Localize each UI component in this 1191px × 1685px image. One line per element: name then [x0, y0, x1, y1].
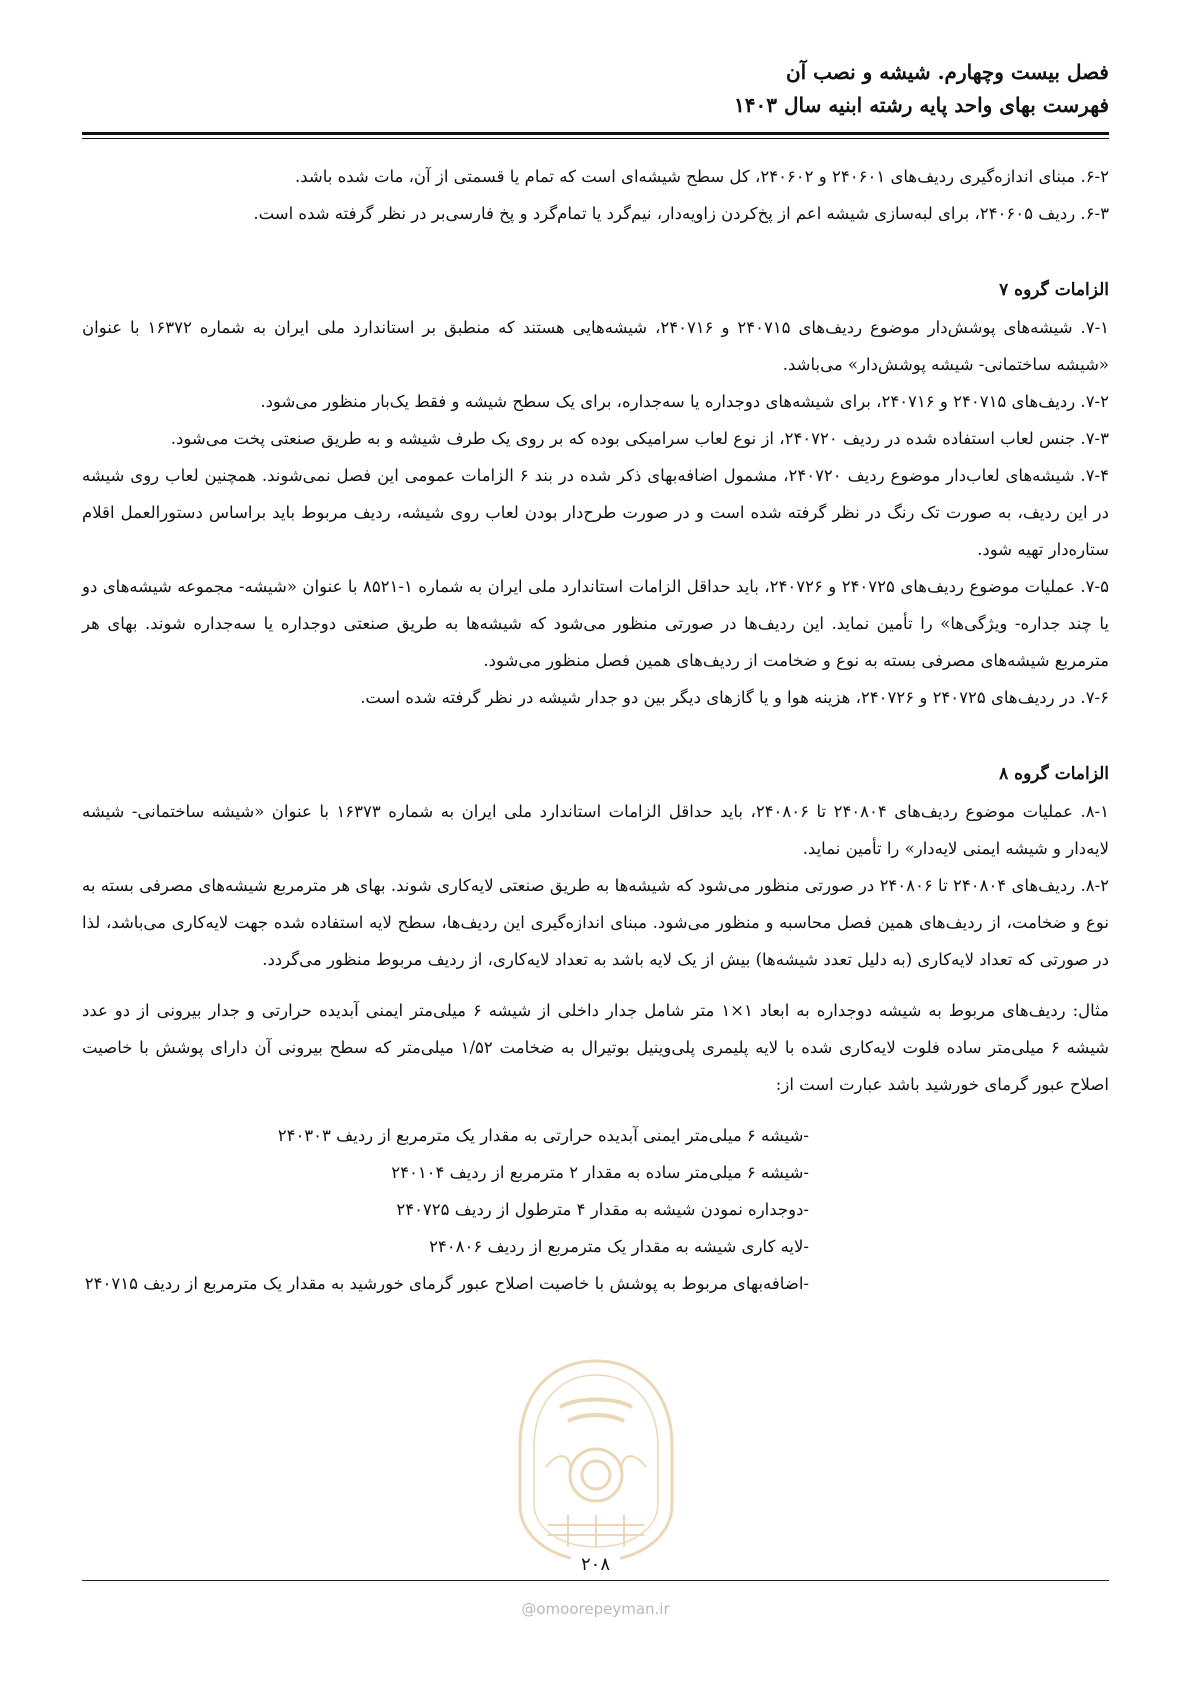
header-rule-thin — [82, 138, 1109, 139]
chapter-title: فصل بیست وچهارم. شیشه و نصب آن — [785, 60, 1109, 84]
clause-8-2: ۸-۲. ردیف‌های ۲۴۰۸۰۴ تا ۲۴۰۸۰۶ در صورتی منظور می‌شود که شیشه‌ها به طریق صنعتی لایه‌کاری شوند. بهای هر مترمربع شیشه‌های مصرفی بسته به نوع و ضخامت، از ردیف‌های همین فصل محاسبه و منظور می‌شود. مبنای اندازه‌گیری این ردیف‌ها، سطح لایه استفاده شده جهت لایه‌کاری می‌باشد، لذا در صورتی که تعداد لایه‌کاری (به دلیل تعدد شیشه‌ها) بیش از یک لایه باشد به تعداد لایه‌کاری، از ردیف مربوط منظور می‌گردد. — [82, 876, 1110, 969]
footer-rule — [82, 1580, 1109, 1581]
clause-6-2: ۶-۲. مبنای اندازه‌گیری ردیف‌های ۲۴۰۶۰۱ و ۲۴۰۶۰۲، کل سطح شیشه‌ای است که تمام یا قسمتی از آن، مات شده باشد. — [294, 167, 1109, 186]
document-title: فهرست بهای واحد پایه رشته ابنیه سال ۱۴۰۳ — [734, 93, 1109, 117]
list-item: -شیشه ۶ میلی‌متر ایمنی آبدیده حرارتی به مقدار یک مترمربع از ردیف ۲۴۰۳۰۳ — [277, 1126, 809, 1145]
list-item: -دوجداره نمودن شیشه به مقدار ۴ مترطول از ردیف ۲۴۰۷۲۵ — [396, 1200, 809, 1219]
clause-7-4: ۷-۴. شیشه‌های لعاب‌دار موضوع ردیف ۲۴۰۷۲۰، مشمول اضافه‌بهای ذکر شده در بند ۶ الزامات عمومی این فصل نمی‌شوند. همچنین لعاب روی شیشه در این ردیف، به صورت تک رنگ در نظر گرفته شده است و در صورت طرح‌دار بودن لعاب روی شیشه، ردیف مربوط باید براساس دستورالعمل اقلام ستاره‌دار تهیه شود. — [82, 466, 1109, 559]
example-paragraph: مثال: ردیف‌های مربوط به شیشه دوجداره به ابعاد ۱×۱ متر شامل جدار داخلی از شیشه ۶ میلی‌متر ایمنی آبدیده حرارتی و جدار بیرونی از دو عدد شیشه ۶ میلی‌متر ساده فلوت لایه‌کاری شده با لایه پلیمری پلی‌وینیل بوتیرال به ضخامت ۱/۵۲ میلی‌متر که سطح بیرونی آن دارای پوشش با خاصیت اصلاح عبور گرمای خورشید باشد عبارت است از: — [82, 1001, 1110, 1094]
clause-7-2: ۷-۲. ردیف‌های ۲۴۰۷۱۵ و ۲۴۰۷۱۶، برای شیشه‌های دوجداره یا سه‌جداره، برای یک سطح شیشه و فقط یک‌بار منظور می‌شود. — [260, 392, 1109, 411]
main-content — [82, 158, 1109, 1302]
page-header — [82, 56, 1109, 122]
group7-heading: الزامات گروه ۷ — [999, 280, 1109, 300]
page-number: ۲۰۸ — [571, 1554, 620, 1575]
clause-7-6: ۷-۶. در ردیف‌های ۲۴۰۷۲۵ و ۲۴۰۷۲۶، هزینه هوا و یا گازهای دیگر بین دو جدار شیشه در نظر گرفته شده است. — [360, 688, 1109, 707]
clause-6-3: ۶-۳. ردیف ۲۴۰۶۰۵، برای لبه‌سازی شیشه اعم از پخ‌کردن زاویه‌دار، نیم‌گرد یا تمام‌گرد و پخ فارسی‌بر در نظر گرفته شده است. — [253, 204, 1109, 223]
list-item: -شیشه ۶ میلی‌متر ساده به مقدار ۲ مترمربع از ردیف ۲۴۰۱۰۴ — [391, 1163, 809, 1182]
website-watermark: @omoorepeyman.ir — [521, 1600, 670, 1618]
seal-watermark-icon — [508, 1355, 684, 1567]
clause-7-3: ۷-۳. جنس لعاب استفاده شده در ردیف ۲۴۰۷۲۰، از نوع لعاب سرامیکی بوده که بر روی یک طرف شیشه و به طریق صنعتی پخت می‌شود. — [170, 429, 1109, 448]
list-item: -لایه کاری شیشه به مقدار یک مترمربع از ردیف ۲۴۰۸۰۶ — [429, 1237, 809, 1256]
clause-8-1: ۸-۱. عملیات موضوع ردیف‌های ۲۴۰۸۰۴ تا ۲۴۰۸۰۶، باید حداقل الزامات استاندارد ملی ایران به شماره ۱۶۳۷۳ با عنوان «شیشه ساختمانی- شیشه لایه‌دار و شیشه ایمنی لایه‌دار» را تأمین نماید. — [82, 802, 1109, 858]
example-list — [82, 1117, 1109, 1302]
list-item: -اضافه‌بهای مربوط به پوشش با خاصیت اصلاح عبور گرمای خورشید به مقدار یک مترمربع از ردیف ۲۴۰۷۱۵ — [84, 1274, 809, 1293]
page-number-wrapper — [0, 1554, 1191, 1575]
header-rule-thick — [82, 132, 1109, 135]
spacer — [82, 716, 1109, 756]
group8-heading: الزامات گروه ۸ — [999, 764, 1109, 784]
spacer — [82, 978, 1109, 992]
clause-7-1: ۷-۱. شیشه‌های پوشش‌دار موضوع ردیف‌های ۲۴۰۷۱۵ و ۲۴۰۷۱۶، شیشه‌هایی هستند که منطبق بر استاندارد ملی ایران به شماره ۱۶۳۷۲ با عنوان «شیشه ساختمانی- شیشه پوشش‌دار» می‌باشد. — [82, 318, 1110, 374]
spacer — [82, 232, 1109, 272]
clause-7-5: ۷-۵. عملیات موضوع ردیف‌های ۲۴۰۷۲۵ و ۲۴۰۷۲۶، باید حداقل الزامات استاندارد ملی ایران به شماره ۱-۸۵۲۱ با عنوان «شیشه- مجموعه شیشه‌های دو یا چند جداره- ویژگی‌ها» را تأمین نماید. این ردیف‌ها در صورتی منظور می‌شود که شیشه‌ها به طریق صنعتی دوجداره یا سه‌جداره شوند. بهای هر مترمربع شیشه‌های مصرفی بسته به نوع و ضخامت از ردیف‌های همین فصل منظور می‌شود. — [82, 577, 1109, 670]
